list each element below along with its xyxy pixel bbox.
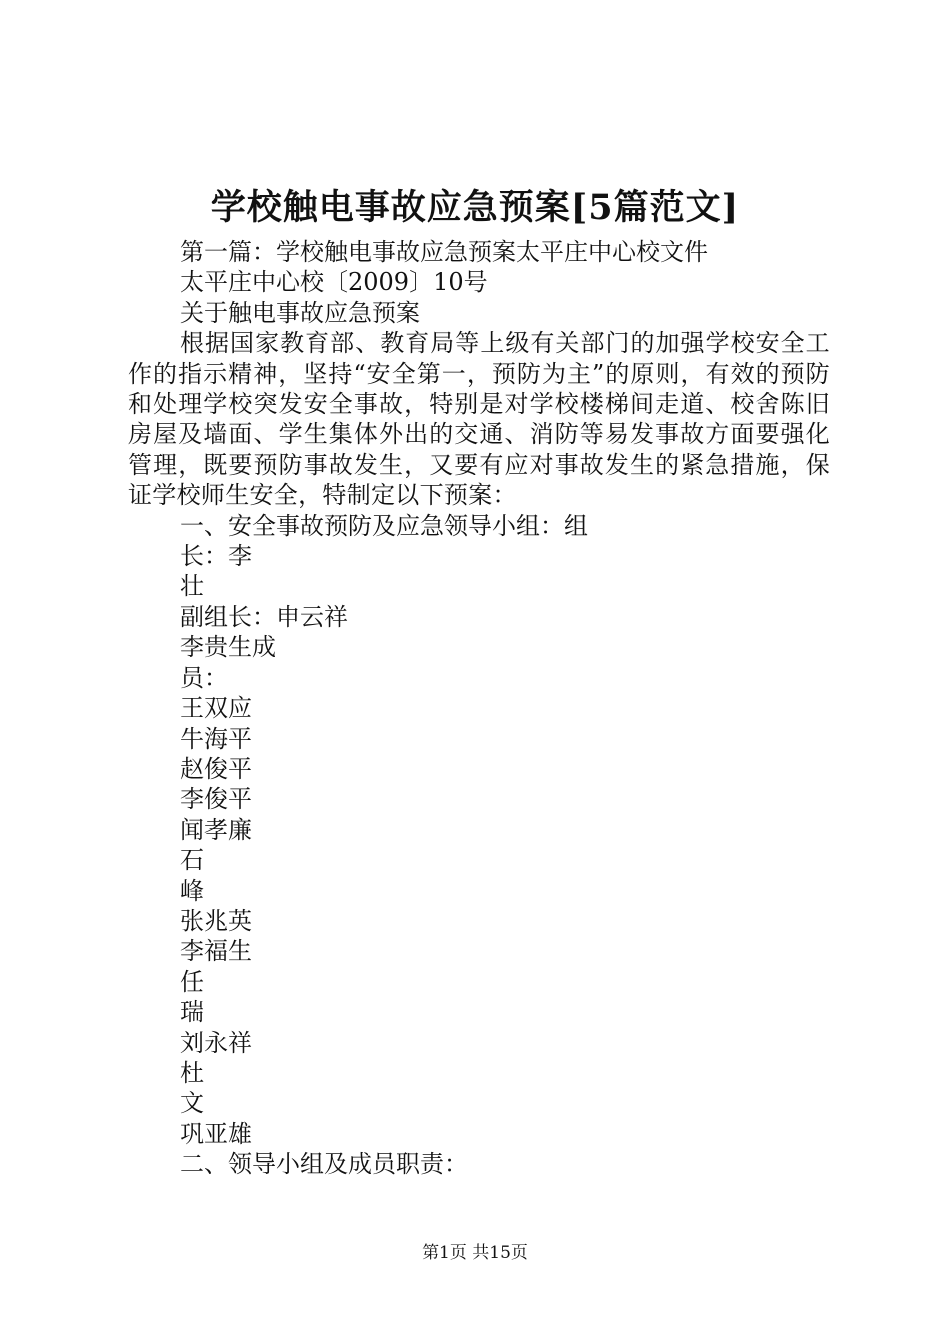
section-line: 副组长：申云祥 xyxy=(180,602,348,631)
section-line: 二、领导小组及成员职责： xyxy=(180,1150,468,1179)
document-body xyxy=(128,237,830,1180)
section-line: 闻孝廉 xyxy=(180,815,252,844)
intro-paragraph: 根据国家教育部、教育局等上级有关部门的加强学校安全工作的指示精神，坚持“安全第一，预防为主”的原则，有效的预防和处理学校突发安全事故，特别是对学校楼梯间走道、校舍陈旧房屋及墙面、学生集体外出的交通、消防等易发事故方面要强化管理，既要预防事故发生，又要有应对事故发生的紧急措施，保证学校师生安全，特制定以下预案： xyxy=(128,329,830,510)
section-line: 巩亚雄 xyxy=(180,1119,252,1148)
section-line: 张兆英 xyxy=(180,906,252,935)
section-line: 刘永祥 xyxy=(180,1028,252,1057)
section-line: 壮 xyxy=(180,572,204,601)
section-line: 李福生 xyxy=(180,937,252,966)
section-line: 峰 xyxy=(180,876,204,905)
section-line: 赵俊平 xyxy=(180,754,252,783)
section-line: 杜 xyxy=(180,1058,204,1087)
section-line: 员： xyxy=(180,663,228,692)
section-line: 任 xyxy=(180,967,204,996)
section-line: 石 xyxy=(180,846,204,875)
section-line: 李贵生成 xyxy=(180,633,276,662)
section-line: 瑞 xyxy=(180,998,204,1027)
section-line: 文 xyxy=(180,1089,204,1118)
section-line: 李俊平 xyxy=(180,785,252,814)
section-line: 长：李 xyxy=(180,542,252,571)
heading-line: 关于触电事故应急预案 xyxy=(180,298,420,327)
section-line: 牛海平 xyxy=(180,724,252,753)
heading-line: 第一篇：学校触电事故应急预案太平庄中心校文件 xyxy=(180,238,708,266)
page-number-footer: 第1页 共15页 xyxy=(422,1243,528,1263)
section-line: 一、安全事故预防及应急领导小组：组 xyxy=(180,511,588,540)
document-title: 学校触电事故应急预案[5篇范文] xyxy=(210,187,740,228)
heading-line: 太平庄中心校〔2009〕10号 xyxy=(180,268,488,297)
section-line: 王双应 xyxy=(180,694,252,723)
